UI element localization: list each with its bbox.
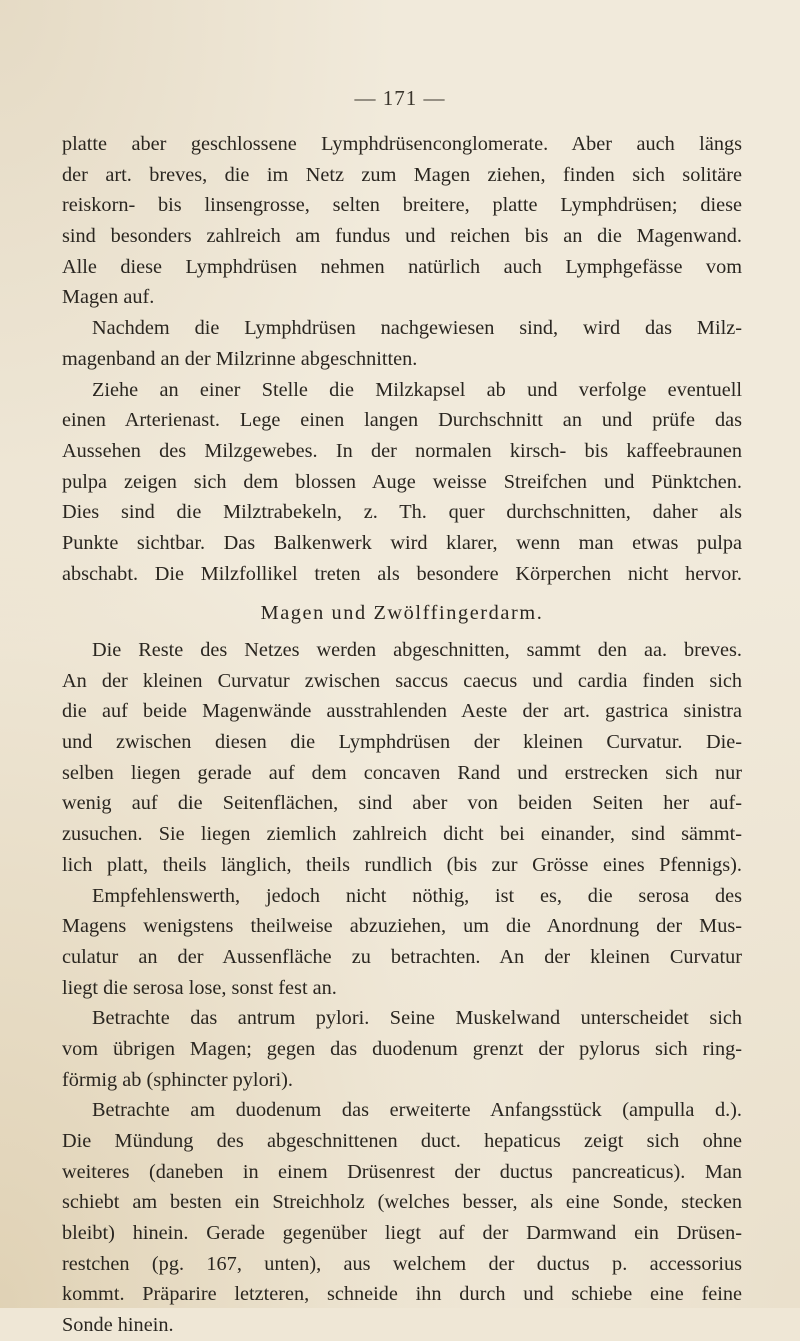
text-line: Nachdem die Lymphdrüsen nachgewiesen sind, wird das Milz- <box>92 317 742 340</box>
text-line: Dies sind die Milztrabekeln, z. Th. quer durchschnitten, daher als <box>62 501 742 524</box>
body-text <box>62 129 742 1341</box>
text-line: Aussehen des Milzgewebes. In der normalen kirsch- bis kaffeebraunen <box>62 439 742 462</box>
text-line: die auf beide Magenwände ausstrahlenden Aeste der art. gastrica sinistra <box>62 700 742 723</box>
text-line: selben liegen gerade auf dem concaven Rand und erstrecken sich nur <box>62 761 742 784</box>
text-line: Betrachte das antrum pylori. Seine Muskelwand unterscheidet sich <box>92 1007 742 1030</box>
text-line: wenig auf die Seitenflächen, sind aber von beiden Seiten her auf- <box>62 792 742 815</box>
text-line: Ziehe an einer Stelle die Milzkapsel ab und verfolge eventuell <box>92 378 742 401</box>
text-line: förmig ab (sphincter pylori). <box>62 1068 293 1091</box>
text-line: sind besonders zahlreich am fundus und reichen bis an die Magenwand. <box>62 225 742 248</box>
text-line: einen Arterienast. Lege einen langen Durchschnitt an und prüfe das <box>62 409 742 432</box>
text-line: kommt. Präparire letzteren, schneide ihn durch und schiebe eine feine <box>62 1283 742 1306</box>
text-line: Betrachte am duodenum das erweiterte Anfangsstück (ampulla d.). <box>92 1099 742 1122</box>
text-line: An der kleinen Curvatur zwischen saccus caecus und cardia finden sich <box>62 669 742 692</box>
text-line: vom übrigen Magen; gegen das duodenum grenzt der pylorus sich ring- <box>62 1037 742 1060</box>
page-number: — 171 — <box>354 86 446 110</box>
text-line: weiteres (daneben in einem Drüsenrest der ductus pancreaticus). Man <box>62 1160 742 1183</box>
text-line: Punkte sichtbar. Das Balkenwerk wird klarer, wenn man etwas pulpa <box>62 531 742 554</box>
text-line: und zwischen diesen die Lymphdrüsen der kleinen Curvatur. Die- <box>62 731 742 754</box>
text-line: magenband an der Milzrinne abgeschnitten. <box>62 347 418 370</box>
text-line: pulpa zeigen sich dem blossen Auge weisse Streifchen und Pünktchen. <box>62 470 742 493</box>
text-line: schiebt am besten ein Streichholz (welches besser, als eine Sonde, stecken <box>62 1191 742 1214</box>
text-line: lich platt, theils länglich, theils rundlich (bis zur Grösse eines Pfennigs). <box>62 853 742 876</box>
text-line: zusuchen. Sie liegen ziemlich zahlreich dicht bei einander, sind sämmt- <box>62 823 742 846</box>
text-line: Magens wenigstens theilweise abzuziehen, um die Anordnung der Mus- <box>62 915 742 938</box>
text-line: restchen (pg. 167, unten), aus welchem der ductus p. accessorius <box>62 1252 742 1275</box>
text-line: Sonde hinein. <box>62 1314 174 1337</box>
text-line: platte aber geschlossene Lymphdrüsenconglomerate. Aber auch längs <box>62 133 742 155</box>
text-line: Die Mündung des abgeschnittenen duct. hepaticus zeigt sich ohne <box>62 1130 742 1152</box>
text-line: Die Reste des Netzes werden abgeschnitten, sammt den aa. breves. <box>92 639 742 661</box>
text-line: der art. breves, die im Netz zum Magen ziehen, finden sich solitäre <box>62 163 742 186</box>
text-line: bleibt) hinein. Gerade gegenüber liegt auf der Darmwand ein Drüsen- <box>62 1222 742 1245</box>
text-line: Alle diese Lymphdrüsen nehmen natürlich auch Lymphgefässe vom <box>62 255 742 278</box>
text-line: Magen auf. <box>62 286 155 309</box>
section-heading: Magen und Zwölffingerdarm. <box>260 602 544 625</box>
text-line: abschabt. Die Milzfollikel treten als besondere Körperchen nicht hervor. <box>62 562 742 585</box>
text-line: culatur an der Aussenfläche zu betrachten. An der kleinen Curvatur <box>62 945 742 968</box>
text-line: Empfehlenswerth, jedoch nicht nöthig, ist es, die serosa des <box>92 884 742 907</box>
text-line: reiskorn- bis linsengrosse, selten breitere, platte Lymphdrüsen; diese <box>62 194 742 217</box>
text-line: liegt die serosa lose, sonst fest an. <box>62 976 337 999</box>
